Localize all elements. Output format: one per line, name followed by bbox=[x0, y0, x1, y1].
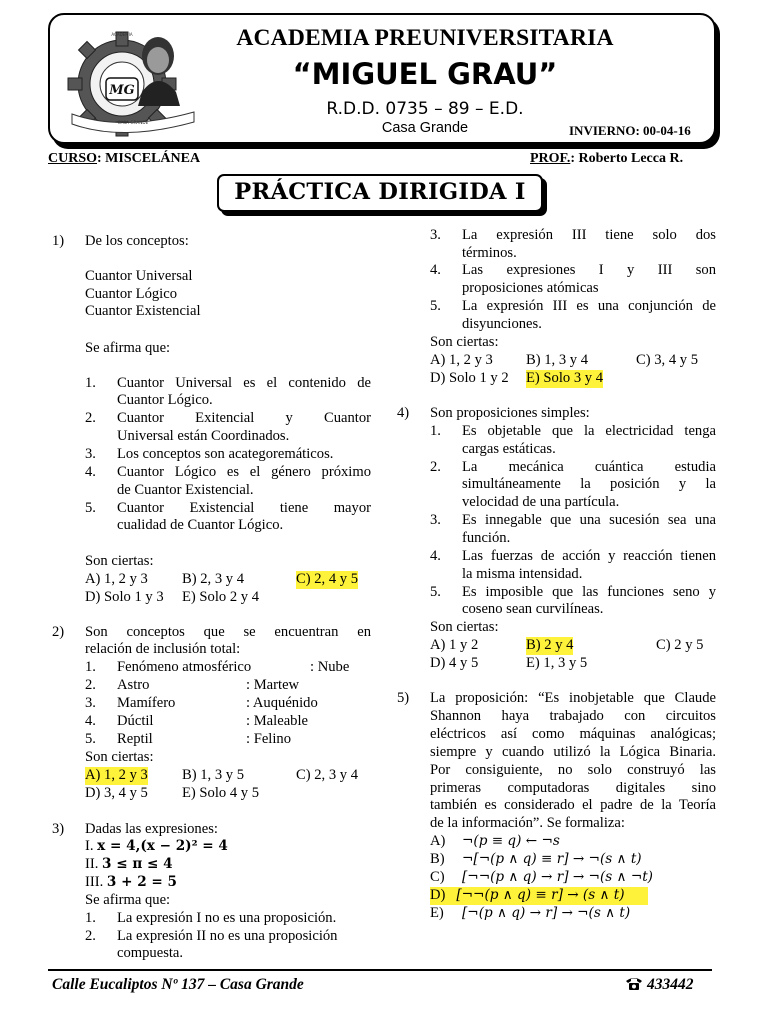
formula-option: [¬¬(p ∧ q) → r] → ¬(s ∧ ¬t) bbox=[462, 869, 653, 885]
expression-formula: x = 4,(x − 2)² = 4 bbox=[97, 838, 228, 854]
answers-label: Son ciertas: bbox=[430, 334, 499, 350]
question-text: Se afirma que: bbox=[85, 892, 171, 908]
item-number: 3. bbox=[85, 446, 96, 462]
item-text: Cuantor Lógico. bbox=[117, 392, 213, 408]
question-text: Son conceptos que se encuentran en bbox=[85, 624, 371, 640]
svg-text:CASA GRANDE: CASA GRANDE bbox=[117, 120, 149, 125]
expression-formula: 3 ≤ π ≤ 4 bbox=[102, 856, 173, 872]
item-text: de Cuantor Existencial. bbox=[117, 482, 254, 498]
item-text: La expresión I no es una proposición. bbox=[117, 910, 337, 926]
item-number: 5. bbox=[85, 731, 96, 747]
item-number: 4. bbox=[430, 548, 441, 564]
question-text: Se afirma que: bbox=[85, 340, 171, 356]
footer-rule bbox=[48, 969, 712, 971]
item-number: 5. bbox=[430, 298, 441, 314]
formula-option-key: A) bbox=[430, 833, 446, 849]
pair-term: : Maleable bbox=[246, 713, 308, 729]
expression-row bbox=[85, 856, 173, 874]
formula-option-key: E) bbox=[430, 905, 444, 921]
expression-label: I. bbox=[85, 838, 94, 854]
question-number: 1) bbox=[52, 233, 65, 249]
question-text: Shannon haya trabajado con circuitos bbox=[430, 708, 716, 724]
concept-item: Cuantor Lógico bbox=[85, 286, 178, 302]
answer-option: E) 1, 3 y 5 bbox=[526, 655, 588, 671]
item-text: disyunciones. bbox=[462, 316, 542, 332]
expression-row bbox=[85, 874, 177, 892]
pair-term: : Auquénido bbox=[246, 695, 318, 711]
title-box bbox=[217, 174, 543, 212]
question-number: 4) bbox=[397, 405, 410, 421]
question-text: siempre y cuando utilizó la Lógica Binaria. bbox=[430, 744, 716, 760]
pair-term: Mamífero bbox=[117, 695, 176, 711]
pair-term: Astro bbox=[117, 677, 150, 693]
question-text: La proposición: “Es inobjetable que Claude bbox=[430, 690, 716, 706]
question-number: 5) bbox=[397, 690, 410, 706]
item-text: La expresión III tiene solo dos bbox=[462, 227, 716, 243]
item-text: Cuantor Universal es el contenido de bbox=[117, 375, 371, 391]
question-text: también es considerado el padre de la Teoría bbox=[430, 797, 716, 813]
item-number: 2. bbox=[85, 410, 96, 426]
item-text: cargas estáticas. bbox=[462, 441, 556, 457]
prof-value: : Roberto Lecca R. bbox=[570, 151, 684, 166]
formula-option: ¬(p ≡ q) ← ¬s bbox=[462, 833, 560, 849]
season-date: INVIERNO: 00-04-16 bbox=[569, 123, 691, 138]
answer-option: D) Solo 1 y 3 bbox=[85, 589, 164, 605]
item-text: Es imposible que las funciones seno y bbox=[462, 584, 716, 600]
item-text: función. bbox=[462, 530, 511, 546]
footer-phone bbox=[624, 976, 694, 994]
item-text: proposiciones atómicas bbox=[462, 280, 599, 296]
answer-option: E) Solo 2 y 4 bbox=[182, 589, 260, 605]
answer-option: A) 1 y 2 bbox=[430, 637, 479, 653]
footer-address: Calle Eucaliptos Nº 137 – Casa Grande bbox=[52, 976, 304, 993]
answers-label: Son ciertas: bbox=[430, 619, 499, 635]
expression-label: III. bbox=[85, 874, 104, 890]
answer-option: D) Solo 1 y 2 bbox=[430, 370, 509, 386]
item-number: 1. bbox=[430, 423, 441, 439]
concept-item: Cuantor Existencial bbox=[85, 303, 201, 319]
item-text: Las expresiones I y III son bbox=[462, 262, 716, 278]
pair-term: Fenómeno atmosférico bbox=[117, 659, 252, 675]
item-number: 1. bbox=[85, 910, 96, 926]
item-text: velocidad de una partícula. bbox=[462, 494, 620, 510]
expression-label: II. bbox=[85, 856, 99, 872]
answer-option-highlighted: E) Solo 3 y 4 bbox=[526, 370, 604, 386]
answer-option: D) 3, 4 y 5 bbox=[85, 785, 148, 801]
answer-option: A) 1, 2 y 3 bbox=[85, 571, 148, 587]
answer-option: B) 2, 3 y 4 bbox=[182, 571, 245, 587]
item-text: simultáneamente la posición y la bbox=[462, 476, 716, 492]
formula-option-key: C) bbox=[430, 869, 445, 885]
svg-text:MG: MG bbox=[109, 83, 135, 98]
item-text: La mecánica cuántica estudia bbox=[462, 459, 716, 475]
item-text: La expresión II no es una proposición bbox=[117, 928, 338, 944]
answer-option-highlighted: A) 1, 2 y 3 bbox=[85, 767, 148, 783]
item-text: cualidad de Cuantor Lógico. bbox=[117, 517, 284, 533]
answer-option: B) 1, 3 y 5 bbox=[182, 767, 245, 783]
expression-formula: 3 + 2 = 5 bbox=[106, 874, 177, 890]
item-number: 4. bbox=[85, 464, 96, 480]
item-text: Universal están Coordinados. bbox=[117, 428, 290, 444]
answer-option: C) 2, 3 y 4 bbox=[296, 767, 359, 783]
answer-option: C) 3, 4 y 5 bbox=[636, 352, 699, 368]
pair-term: : Felino bbox=[246, 731, 291, 747]
item-number: 3. bbox=[430, 227, 441, 243]
item-number: 4. bbox=[430, 262, 441, 278]
question-text: relación de inclusión total: bbox=[85, 641, 241, 657]
expression-row bbox=[85, 838, 228, 856]
answers-label: Son ciertas: bbox=[85, 553, 154, 569]
question-number: 2) bbox=[52, 624, 65, 640]
svg-text:ACADEMIA: ACADEMIA bbox=[111, 32, 133, 37]
item-number: 3. bbox=[85, 695, 96, 711]
answer-option: D) 4 y 5 bbox=[430, 655, 479, 671]
concept-item: Cuantor Universal bbox=[85, 268, 193, 284]
formula-option: ¬[¬(p ∧ q) ≡ r] → ¬(s ∧ t) bbox=[462, 851, 642, 867]
pair-term: Reptil bbox=[117, 731, 153, 747]
phone-icon bbox=[624, 976, 644, 991]
formula-option: [¬(p ∧ q) → r] → ¬(s ∧ t) bbox=[462, 905, 631, 921]
pair-term: : Martew bbox=[246, 677, 300, 693]
formula-option-highlighted-row bbox=[430, 887, 648, 905]
item-number: 4. bbox=[85, 713, 96, 729]
question-text: Son proposiciones simples: bbox=[430, 405, 590, 421]
answer-option-highlighted: B) 2 y 4 bbox=[526, 637, 574, 653]
item-text: Las fuerzas de acción y reacción tienen bbox=[462, 548, 716, 564]
item-number: 5. bbox=[430, 584, 441, 600]
question-text: de la información”. Se formaliza: bbox=[430, 815, 625, 831]
question-text: eléctricos así como máquinas analógicas; bbox=[430, 726, 716, 742]
answer-option: E) Solo 4 y 5 bbox=[182, 785, 260, 801]
city-name: Casa Grande bbox=[381, 120, 469, 136]
item-text: la misma intensidad. bbox=[462, 566, 583, 582]
academy-name: ACADEMIA PREUNIVERSITARIA bbox=[236, 25, 614, 51]
item-text: Es innegable que una sucesión sea una bbox=[462, 512, 716, 528]
answer-option: A) 1, 2 y 3 bbox=[430, 352, 493, 368]
question-text: De los conceptos: bbox=[85, 233, 189, 249]
formula-option-key: B) bbox=[430, 851, 445, 867]
item-text: Es objetable que la electricidad tenga bbox=[462, 423, 716, 439]
question-text: Dadas las expresiones: bbox=[85, 821, 218, 837]
question-number: 3) bbox=[52, 821, 65, 837]
item-number: 5. bbox=[85, 500, 96, 516]
item-number: 1. bbox=[85, 375, 96, 391]
answer-option: B) 1, 3 y 4 bbox=[526, 352, 589, 368]
formula-option-key: D) bbox=[430, 887, 446, 903]
item-text: Cuantor Exitencial y Cuantor bbox=[117, 410, 371, 426]
item-number: 2. bbox=[85, 677, 96, 693]
item-text: La expresión III es una conjunción de bbox=[462, 298, 716, 314]
item-number: 3. bbox=[430, 512, 441, 528]
item-text: Los conceptos son acategoremáticos. bbox=[117, 446, 334, 462]
pair-term: Dúctil bbox=[117, 713, 154, 729]
prof-label: PROF. bbox=[530, 151, 571, 166]
item-text: Cuantor Existencial tiene mayor bbox=[117, 500, 371, 516]
item-text: coseno sean curvilíneas. bbox=[462, 601, 604, 617]
answer-option-highlighted: C) 2, 4 y 5 bbox=[296, 571, 359, 587]
question-text: primeras computadoras digitales sino bbox=[430, 780, 716, 796]
course-line bbox=[48, 151, 200, 167]
pair-term: : Nube bbox=[310, 659, 350, 675]
formula-option: [¬¬(p ∧ q) ≡ r] → (s ∧ t) bbox=[456, 887, 625, 903]
resolution-number: R.D.D. 0735 – 89 – E.D. bbox=[326, 99, 524, 119]
course-label: CURSO bbox=[48, 151, 98, 166]
item-number: 2. bbox=[85, 928, 96, 944]
item-text: Cuantor Lógico es el género próximo bbox=[117, 464, 371, 480]
item-text: términos. bbox=[462, 245, 517, 261]
academy-logo bbox=[58, 22, 208, 138]
phone-number: 433442 bbox=[647, 976, 694, 993]
professor-line bbox=[530, 151, 683, 167]
course-value: : MISCELÁNEA bbox=[97, 151, 201, 166]
school-name: “MIGUEL GRAU” bbox=[292, 57, 558, 91]
item-text: compuesta. bbox=[117, 945, 184, 961]
answer-option: C) 2 y 5 bbox=[656, 637, 704, 653]
item-number: 1. bbox=[85, 659, 96, 675]
question-text: Por consiguiente, no solo construyó las bbox=[430, 762, 716, 778]
answers-label: Son ciertas: bbox=[85, 749, 154, 765]
item-number: 2. bbox=[430, 459, 441, 475]
page-title: PRÁCTICA DIRIGIDA I bbox=[234, 179, 526, 205]
